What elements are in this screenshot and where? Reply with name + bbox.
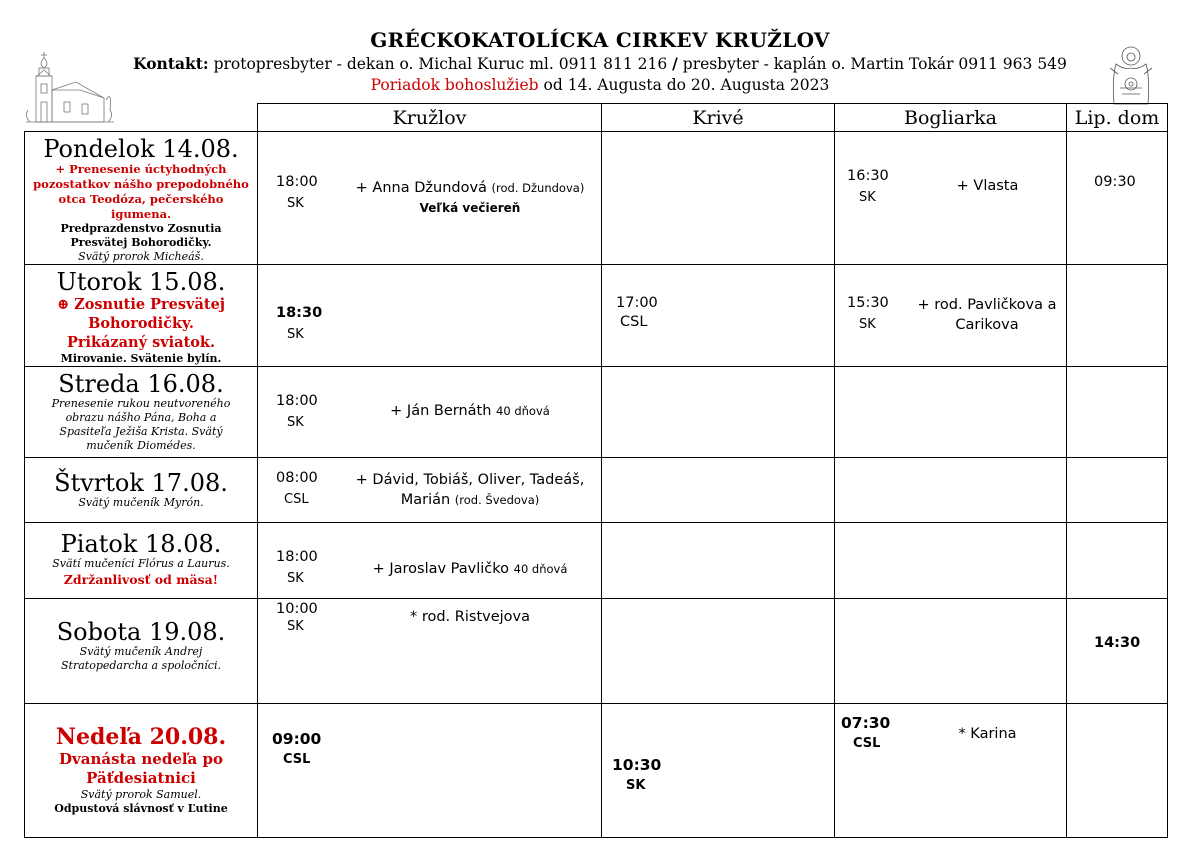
day-name: Streda 16.08. <box>58 370 224 398</box>
service-time: 10:30 <box>612 756 662 774</box>
table-row <box>25 265 1168 367</box>
day-name: Štvrtok 17.08. <box>54 469 228 497</box>
intention-detail: (rod. Džundova) <box>491 181 585 195</box>
intention-text <box>338 178 602 218</box>
table-row <box>25 367 1168 458</box>
kruzlov-cell <box>258 265 602 367</box>
page-title: GRÉCKOKATOLÍCKA CIRKEV KRUŽLOV <box>370 28 830 52</box>
kruzlov-cell <box>258 599 602 704</box>
krive-cell <box>602 132 835 265</box>
day-cell <box>25 265 258 367</box>
lipdom-cell <box>1067 599 1168 704</box>
day-name: Pondelok 14.08. <box>43 135 239 163</box>
service-time: 18:00 <box>276 549 318 565</box>
service-time: 18:00 <box>276 174 318 190</box>
service-time: 08:00 <box>276 470 318 486</box>
day-cell <box>25 367 258 458</box>
bogliarka-cell <box>835 132 1067 265</box>
service-language: SK <box>859 317 876 332</box>
lipdom-cell <box>1067 704 1168 838</box>
day-cell <box>25 458 258 523</box>
schedule-line <box>0 76 1200 94</box>
saint-text: Svätý prorok Samuel. <box>80 788 202 801</box>
theotokos-icon <box>1108 44 1154 108</box>
column-header-lipdom: Lip. dom <box>1067 104 1168 132</box>
schedule-table <box>24 103 1168 838</box>
day-name: Sobota 19.08. <box>56 618 226 646</box>
service-time: 18:00 <box>276 393 318 409</box>
service-language: CSL <box>620 314 648 330</box>
saint-text: Svätý mučeník Andrej Stratopedarcha a spoločníci. <box>61 645 221 672</box>
day-cell <box>25 599 258 704</box>
intention-text <box>338 401 602 421</box>
intention-text <box>338 470 602 510</box>
intention-name: * rod. Ristvejova <box>409 609 530 625</box>
service-time: 14:30 <box>1094 635 1141 651</box>
service-language: SK <box>626 778 646 793</box>
day-name: Nedeľa 20.08. <box>55 724 227 750</box>
bogliarka-cell <box>835 265 1067 367</box>
note-text: Mirovanie. Svätenie bylín. <box>60 352 222 365</box>
day-cell <box>25 704 258 838</box>
service-language: SK <box>287 415 304 430</box>
intention-name: + Anna Džundová <box>355 180 487 196</box>
contact-separator: / <box>672 54 678 73</box>
table-row <box>25 599 1168 704</box>
kruzlov-cell <box>258 458 602 523</box>
kruzlov-cell <box>258 132 602 265</box>
service-time: 09:00 <box>272 730 322 748</box>
contact-label: Kontakt: <box>133 54 209 73</box>
bogliarka-cell <box>835 458 1067 523</box>
service-time: 15:30 <box>847 295 889 311</box>
kruzlov-cell <box>258 704 602 838</box>
lipdom-cell <box>1067 265 1168 367</box>
krive-cell <box>602 458 835 523</box>
service-type: Veľká večiereň <box>419 201 521 215</box>
service-time: 07:30 <box>841 714 891 732</box>
lipdom-cell <box>1067 458 1168 523</box>
note-text: Odpustová slávnosť v Ľutine <box>54 802 228 815</box>
table-row <box>25 132 1168 265</box>
intention-name: * Karina <box>958 726 1017 742</box>
service-language: SK <box>859 190 876 205</box>
feast-text: + Prenesenie úctyhodných pozostatkov nášho prepodobného otca Teodóza, pečerského igumena. <box>33 162 249 221</box>
service-time: 18:30 <box>276 305 323 321</box>
saint-text: Svätí mučeníci Flórus a Laurus. <box>52 557 230 570</box>
header-blank-cell <box>25 104 258 132</box>
krive-cell <box>602 599 835 704</box>
note-text: Predprazdenstvo Zosnutia Presvätej Bohorodičky. <box>60 222 222 249</box>
contact-chaplain: presbyter - kaplán o. Martin Tokár 0911 963 549 <box>682 55 1067 73</box>
kruzlov-cell <box>258 523 602 599</box>
contact-dean: protopresbyter - dekan o. Michal Kuruc ml. 0911 811 216 <box>213 55 668 73</box>
lipdom-cell <box>1067 523 1168 599</box>
service-time: 17:00 <box>616 295 658 311</box>
saint-text: Svätý prorok Micheáš. <box>78 250 204 263</box>
service-language: SK <box>287 327 304 342</box>
day-name: Piatok 18.08. <box>60 530 222 558</box>
intention-name-2: Marián <box>400 492 451 508</box>
table-header-row <box>25 104 1168 132</box>
bogliarka-cell <box>835 704 1067 838</box>
service-language: SK <box>287 619 304 634</box>
lipdom-cell <box>1067 132 1168 265</box>
intention-name: + Jaroslav Pavličko <box>372 561 510 577</box>
krive-cell <box>602 265 835 367</box>
service-time: 09:30 <box>1094 174 1136 190</box>
contact-line <box>0 54 1200 73</box>
service-language: SK <box>287 571 304 586</box>
intention-detail: 40 dňová <box>496 404 550 418</box>
service-time: 16:30 <box>847 168 889 184</box>
feast-text: ⊕ Zosnutie Presvätej Bohorodičky. <box>56 296 226 332</box>
schedule-range: od 14. Augusta do 20. Augusta 2023 <box>543 76 830 94</box>
saint-text: Svätý mučeník Myrón. <box>78 496 204 509</box>
day-name: Utorok 15.08. <box>56 268 226 296</box>
service-time: 10:00 <box>276 601 318 617</box>
intention-name: + Vlasta <box>956 178 1019 194</box>
service-language: CSL <box>853 736 881 751</box>
day-cell <box>25 523 258 599</box>
schedule-label: Poriadok bohoslužieb <box>370 76 539 94</box>
table-row <box>25 704 1168 838</box>
table-row <box>25 458 1168 523</box>
intention-detail: (rod. Švedova) <box>454 493 540 507</box>
intention-name: + Dávid, Tobiáš, Oliver, Tadeáš, <box>355 472 585 488</box>
day-cell <box>25 132 258 265</box>
intention-name: + rod. Pavličkova a Carikova <box>917 297 1057 333</box>
feast-text-2: Prikázaný sviatok. <box>66 334 216 351</box>
service-language: SK <box>287 196 304 211</box>
note-text: Zdržanlivosť od mäsa! <box>63 572 219 587</box>
intention-name: + Ján Bernáth <box>390 403 492 419</box>
krive-cell <box>602 704 835 838</box>
intention-detail: 40 dňová <box>513 562 568 576</box>
lipdom-cell <box>1067 367 1168 458</box>
table-row <box>25 523 1168 599</box>
saint-text: Prenesenie rukou neutvoreného obrazu nášho Pána, Boha a Spasiteľa Ježiša Krista. Svätý mučeník Diomédes. <box>51 397 231 452</box>
feast-text: Dvanásta nedeľa po Päťdesiatnici <box>59 750 223 787</box>
bogliarka-cell <box>835 367 1067 458</box>
bogliarka-cell <box>835 599 1067 704</box>
service-language: CSL <box>284 492 309 507</box>
column-header-krive: Krivé <box>602 104 835 132</box>
bogliarka-cell <box>835 523 1067 599</box>
service-language: CSL <box>283 752 311 767</box>
intention-text <box>338 559 602 579</box>
column-header-bogliarka: Bogliarka <box>835 104 1067 132</box>
column-header-kruzlov: Kružlov <box>258 104 602 132</box>
krive-cell <box>602 367 835 458</box>
document-header <box>0 0 1200 100</box>
kruzlov-cell <box>258 367 602 458</box>
krive-cell <box>602 523 835 599</box>
